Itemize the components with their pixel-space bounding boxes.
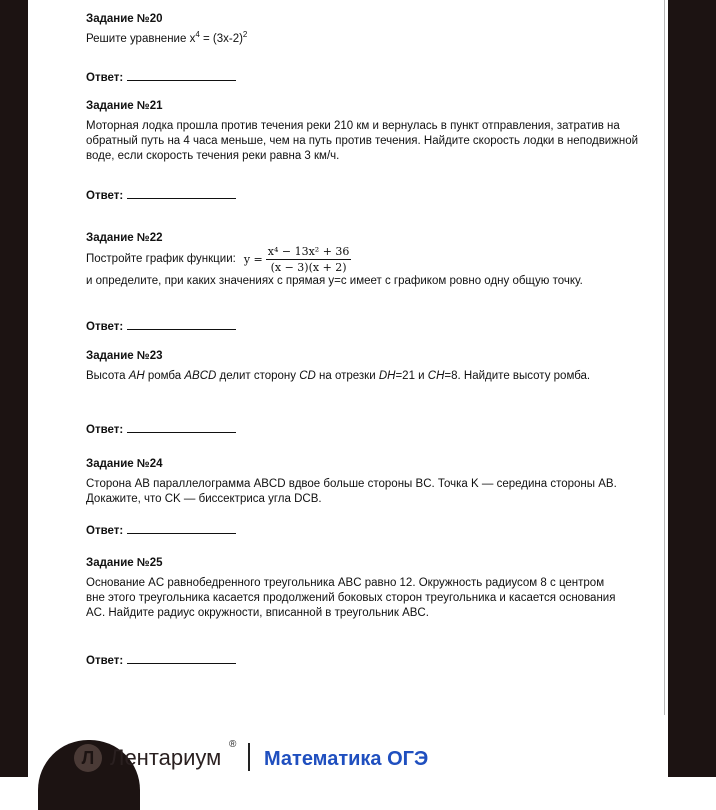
task-24 — [86, 457, 646, 507]
math-var: CD — [299, 370, 316, 382]
task-21 — [86, 99, 646, 164]
answer-label: Ответ: — [86, 525, 124, 537]
text-run: на отрезки — [315, 370, 379, 382]
task-title: Задание №21 — [86, 100, 163, 112]
answer-blank[interactable] — [127, 318, 236, 330]
answer-blank[interactable] — [127, 421, 236, 433]
exponent: 2 — [242, 30, 248, 40]
task-23 — [86, 349, 646, 384]
answer-20 — [86, 69, 236, 85]
answer-blank[interactable] — [127, 187, 236, 199]
task-title: Задание №22 — [86, 232, 163, 244]
answer-blank[interactable] — [127, 652, 236, 664]
footer-divider — [248, 743, 250, 771]
task-title: Задание №24 — [86, 458, 163, 470]
math-var: AH — [128, 370, 145, 382]
registered-mark: ® — [229, 739, 237, 750]
answer-label: Ответ: — [86, 424, 124, 436]
task-title: Задание №23 — [86, 350, 163, 362]
task-title: Задание №25 — [86, 557, 163, 569]
answer-label: Ответ: — [86, 72, 124, 84]
task-25 — [86, 556, 646, 621]
logo-letter: Л — [81, 747, 95, 768]
text-run: ромба — [144, 370, 185, 382]
math-var: DH — [378, 370, 396, 382]
text-run: =8. Найдите высоту ромба. — [444, 370, 591, 382]
answer-blank[interactable] — [127, 69, 236, 81]
task-text — [86, 32, 646, 47]
answer-24 — [86, 522, 236, 538]
formula-numerator: x⁴ − 13x² + 36 — [267, 245, 350, 258]
formula-fraction — [266, 245, 352, 274]
task-text: Сторона AB параллелограмма ABCD вдвое больше стороны BC. Точка K — середина стороны AB. Докажите, что CK — биссектриса угла DCB. — [86, 478, 617, 505]
answer-label: Ответ: — [86, 190, 124, 202]
text-run: делит сторону — [216, 370, 300, 382]
answer-25 — [86, 652, 236, 668]
math-var: ABCD — [184, 370, 217, 382]
subject-title: Математика ОГЭ — [264, 748, 429, 770]
footer — [38, 732, 668, 777]
task-text: и определите, при каких значениях с прямая y=c имеет с графиком ровно одну общую точку. — [86, 275, 583, 287]
text-run: =21 и — [395, 370, 428, 382]
answer-23 — [86, 421, 236, 437]
math-var: CH — [427, 370, 445, 382]
task-text-rest: = (3x-2) — [199, 33, 243, 45]
task-text: Основание AC равнобедренного треугольника ABC равно 12. Окружность радиусом 8 с центром вне этого треугольника касается продолжений боковых сторон треугольника и касается основания AC. Найдите радиус окружности, вписанной в треугольник ABC. — [86, 577, 616, 619]
task-prompt: Постройте график функции: — [86, 253, 236, 265]
brand-name: Лентариум — [110, 745, 222, 770]
function-prompt — [86, 245, 646, 274]
answer-label: Ответ: — [86, 655, 124, 667]
task-22 — [86, 231, 646, 289]
task-text-prefix: Решите уравнение x — [86, 33, 196, 45]
text-run: Высота — [86, 370, 129, 382]
formula-lhs: y = — [243, 253, 263, 266]
task-title: Задание №20 — [86, 13, 163, 25]
answer-blank[interactable] — [127, 522, 236, 534]
left-dark-margin — [0, 0, 28, 777]
task-text: Моторная лодка прошла против течения реки 210 км и вернулась в пункт отправления, затратив на обратный путь на 4 часа меньше, чем на путь против течения. Найдите скорость лодки в неподвижной воде, если скорость течения реки равна 3 км/ч. — [86, 120, 639, 162]
task-20 — [86, 12, 646, 47]
answer-22 — [86, 318, 236, 334]
formula-denominator: (x − 3)(x + 2) — [270, 261, 347, 274]
function-formula — [244, 245, 352, 274]
answer-21 — [86, 187, 236, 203]
task-text — [86, 369, 646, 384]
exponent: 4 — [195, 30, 200, 40]
logo-icon — [74, 744, 102, 772]
page-right-edge — [664, 0, 665, 715]
answer-label: Ответ: — [86, 321, 124, 333]
right-dark-margin — [668, 0, 716, 777]
